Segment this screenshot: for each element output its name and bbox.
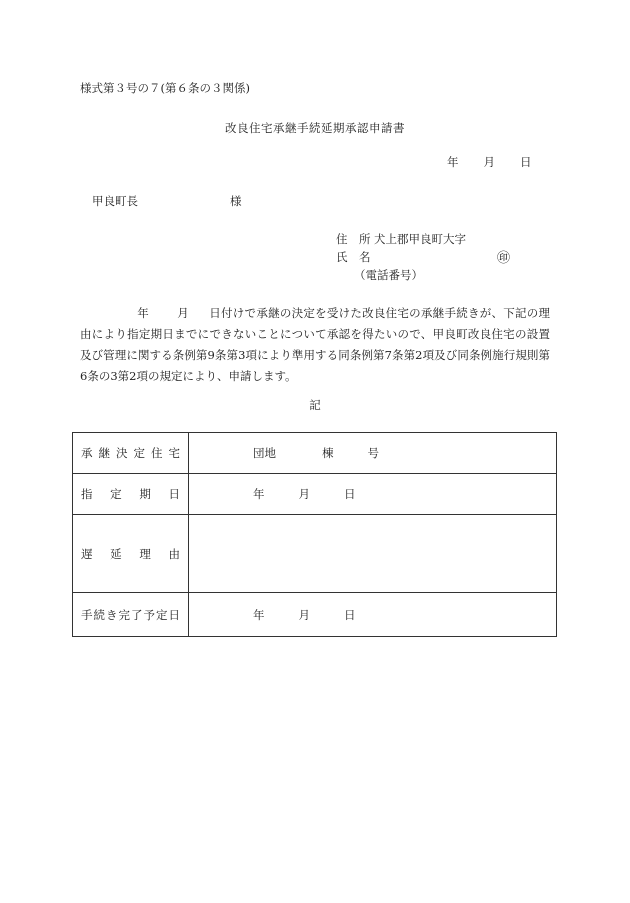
row-label <box>73 433 189 474</box>
application-date <box>447 154 532 170</box>
label-chars: 手 続 き 完 了 予 定 日 <box>81 607 180 622</box>
body-paragraph <box>80 303 550 387</box>
body-month: 月 <box>177 306 190 320</box>
record-table <box>72 432 557 637</box>
addressee-suffix: 様 <box>230 194 242 208</box>
value-month: 月 <box>298 487 310 501</box>
date-day: 日 <box>520 155 532 169</box>
value-mune: 棟 <box>322 446 334 460</box>
table-row <box>73 433 557 474</box>
applicant-name <box>336 249 374 265</box>
table-row <box>73 515 557 593</box>
body-text: 日付けで承継の決定を受けた改良住宅の承継手続きが、下記の理由により指定期日までにできないことについて承認を得たいので、甲良町改良住宅の設置及び管理に関する条例第9条第3項により準用する同条例第7条第2項及び同条例施行規則第6条の3第2項の規定により、申請します。 <box>80 306 550 383</box>
date-year: 年 <box>447 155 459 169</box>
date-month: 月 <box>483 155 495 169</box>
label-chars: 承 継 決 定 住 宅 <box>81 446 180 460</box>
value-year: 年 <box>253 487 265 501</box>
document-title: 改良住宅承継手続延期承認申請書 <box>225 121 405 135</box>
label-chars: 指 定 期 日 <box>81 487 180 501</box>
value-day: 日 <box>344 607 356 622</box>
row-value <box>189 515 557 593</box>
value-danchi: 団地 <box>253 446 276 460</box>
ki-heading: 記 <box>309 398 321 412</box>
seal-mark: ㊞ <box>497 251 511 266</box>
address-label: 住 所 <box>336 232 371 246</box>
value-go: 号 <box>367 446 379 460</box>
body-year: 年 <box>137 306 150 320</box>
table-row <box>73 593 557 637</box>
row-value <box>189 433 557 474</box>
table-row <box>73 474 557 515</box>
value-year: 年 <box>253 607 265 622</box>
address-value: 犬上郡甲良町大字 <box>374 232 466 246</box>
value-day: 日 <box>344 487 356 501</box>
label-chars: 遅 延 理 由 <box>81 546 180 561</box>
applicant-address <box>336 231 466 247</box>
form-number: 様式第３号の７(第６条の３関係) <box>80 81 250 95</box>
phone-label: （電話番号） <box>354 268 423 282</box>
name-label: 氏 名 <box>336 250 371 264</box>
value-month: 月 <box>298 607 310 622</box>
row-label <box>73 474 189 515</box>
addressee: 甲良町長 <box>92 194 138 208</box>
row-value <box>189 474 557 515</box>
row-value <box>189 593 557 637</box>
row-label <box>73 515 189 593</box>
row-label <box>73 593 189 637</box>
